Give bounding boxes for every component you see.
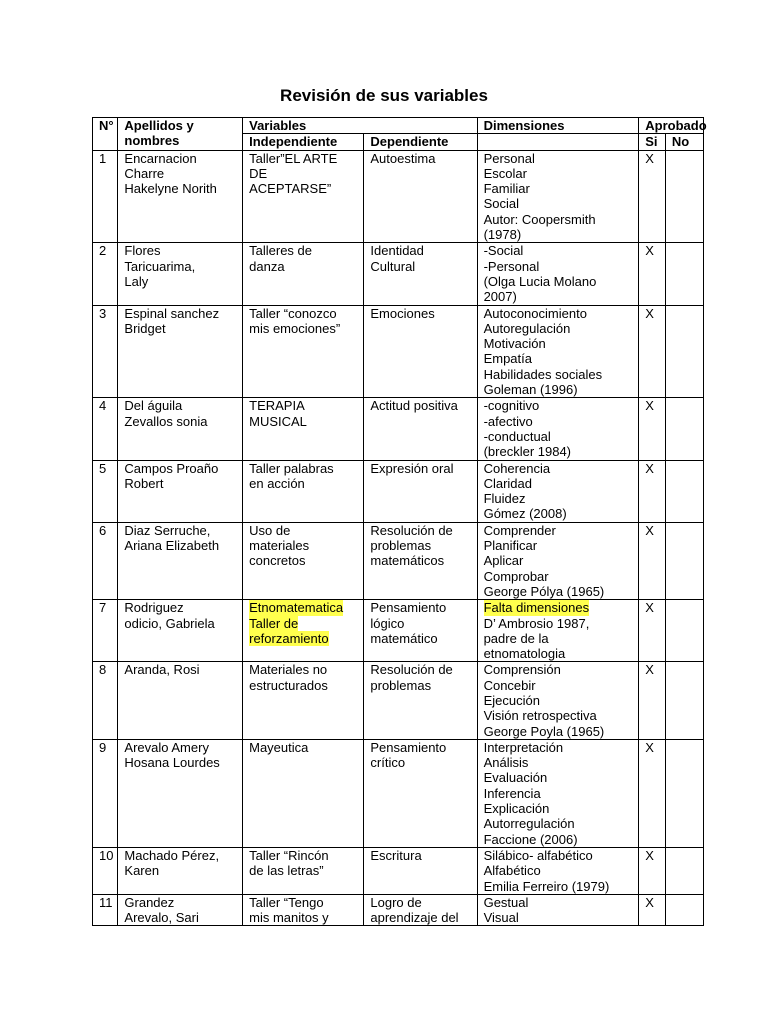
- cell-dimensions-line: Gestual: [483, 894, 529, 910]
- cell-name-line: Machado Pérez,: [124, 847, 220, 863]
- cell-dimensions-line: -cognitivo: [483, 398, 540, 414]
- cell-number: 10: [93, 847, 118, 894]
- table-row: [93, 894, 704, 926]
- document-title: Revisión de sus variables: [280, 86, 488, 105]
- cell-name-line: Arevalo, Sari: [124, 910, 199, 926]
- cell-independent-line: Taller “Tengo: [249, 894, 324, 910]
- table-row: [93, 739, 704, 847]
- cell-independent: [243, 522, 364, 599]
- cell-yes: X: [639, 398, 666, 460]
- cell-independent-line: estructurados: [249, 677, 328, 693]
- cell-dimensions-line: Silábico- alfabético: [483, 847, 593, 863]
- header-number: N°: [93, 118, 118, 151]
- cell-no: [665, 305, 703, 398]
- cell-dimensions-line: Análisis: [483, 755, 529, 771]
- cell-dimensions-line: Comprender: [483, 522, 556, 538]
- table-body: [93, 150, 704, 926]
- cell-dependent: [364, 460, 477, 522]
- cell-name-line: Campos Proaño: [124, 460, 219, 476]
- cell-dimensions-line: Visión retrospectiva: [483, 708, 597, 724]
- cell-dimensions: [477, 243, 639, 305]
- cell-dimensions-line: Autorregulación: [483, 816, 575, 832]
- cell-dimensions-line: (1978): [483, 227, 522, 243]
- cell-number: 9: [93, 739, 118, 847]
- cell-name: [118, 150, 243, 243]
- cell-number: 7: [93, 600, 118, 662]
- cell-independent-line: Taller “conozco: [249, 305, 337, 321]
- cell-name-line: Diaz Serruche,: [124, 522, 211, 538]
- table-row: [93, 398, 704, 460]
- cell-dimensions-line: Ejecución: [483, 692, 540, 708]
- cell-yes: X: [639, 460, 666, 522]
- cell-yes: X: [639, 243, 666, 305]
- cell-name-line: Bridget: [124, 320, 166, 336]
- cell-independent-line: Taller palabras: [249, 460, 334, 476]
- cell-independent-line: concretos: [249, 553, 306, 569]
- cell-dependent: [364, 600, 477, 662]
- header-variables: Variables: [243, 118, 477, 134]
- header-row-1: [93, 118, 704, 134]
- cell-dimensions-line: -Social: [483, 243, 524, 259]
- cell-yes: X: [639, 894, 666, 926]
- cell-dependent-line: problemas: [370, 677, 432, 693]
- cell-independent-line: Taller “Rincón: [249, 847, 329, 863]
- cell-dependent: [364, 662, 477, 739]
- cell-independent: [243, 739, 364, 847]
- cell-dependent-line: Logro de: [370, 894, 422, 910]
- cell-independent-line: materiales: [249, 538, 310, 554]
- cell-name: [118, 894, 243, 926]
- cell-independent-line: Etnomatematica: [249, 600, 344, 616]
- cell-name: [118, 243, 243, 305]
- cell-dependent: [364, 847, 477, 894]
- cell-independent-line: Taller de: [249, 615, 299, 631]
- cell-name: [118, 398, 243, 460]
- cell-dimensions: [477, 522, 639, 599]
- cell-name-line: Aranda, Rosi: [124, 662, 200, 678]
- cell-no: [665, 522, 703, 599]
- cell-independent-line: mis manitos y: [249, 910, 329, 926]
- cell-dimensions: [477, 847, 639, 894]
- cell-number: 3: [93, 305, 118, 398]
- cell-name-line: Del águila: [124, 398, 183, 414]
- cell-dependent: [364, 150, 477, 243]
- cell-dependent-line: problemas: [370, 538, 432, 554]
- cell-dimensions-line: Inferencia: [483, 785, 541, 801]
- cell-yes: X: [639, 305, 666, 398]
- cell-no: [665, 662, 703, 739]
- cell-dimensions-line: Faccione (2006): [483, 831, 578, 847]
- cell-dependent-line: Expresión oral: [370, 460, 454, 476]
- cell-dimensions-line: Coherencia: [483, 460, 551, 476]
- cell-dependent-line: Resolución de: [370, 522, 453, 538]
- cell-independent-line: DE: [249, 165, 268, 181]
- cell-name-line: Espinal sanchez: [124, 305, 220, 321]
- cell-dimensions-line: Concebir: [483, 677, 536, 693]
- table-row: [93, 150, 704, 243]
- cell-dimensions-line: (Olga Lucia Molano: [483, 273, 597, 289]
- cell-dimensions: [477, 662, 639, 739]
- cell-no: [665, 460, 703, 522]
- cell-name: [118, 305, 243, 398]
- header-no: No: [665, 134, 703, 150]
- cell-dimensions-line: Comprobar: [483, 568, 549, 584]
- cell-independent-line: de las letras”: [249, 863, 324, 879]
- cell-independent-line: Mayeutica: [249, 739, 309, 755]
- cell-yes: X: [639, 522, 666, 599]
- cell-no: [665, 894, 703, 926]
- cell-name: [118, 600, 243, 662]
- cell-yes: X: [639, 847, 666, 894]
- cell-dependent-line: Resolución de: [370, 662, 453, 678]
- cell-dependent-line: crítico: [370, 755, 406, 771]
- cell-dimensions-line: Visual: [483, 910, 519, 926]
- cell-yes: X: [639, 739, 666, 847]
- cell-dependent-line: Pensamiento: [370, 739, 447, 755]
- cell-independent-line: en acción: [249, 475, 305, 491]
- cell-dimensions-line: -Personal: [483, 258, 540, 274]
- cell-independent-line: Taller”EL ARTE: [249, 150, 338, 166]
- cell-dimensions: [477, 739, 639, 847]
- table-row: [93, 600, 704, 662]
- header-dependent: Dependiente: [364, 134, 477, 150]
- cell-dimensions-line: Social: [483, 196, 519, 212]
- cell-number: 8: [93, 662, 118, 739]
- cell-dimensions-line: Habilidades sociales: [483, 366, 603, 382]
- header-names-line: Apellidos y: [124, 118, 194, 133]
- cell-independent: [243, 305, 364, 398]
- cell-name-line: Hakelyne Norith: [124, 181, 217, 197]
- variables-table: [92, 117, 707, 926]
- cell-dimensions-line: Fluidez: [483, 491, 526, 507]
- cell-dimensions-line: Claridad: [483, 475, 532, 491]
- cell-dimensions-line: George Pólya (1965): [483, 583, 605, 599]
- cell-dimensions-line: (breckler 1984): [483, 444, 572, 460]
- cell-dimensions-line: George Poyla (1965): [483, 723, 605, 739]
- cell-independent-line: danza: [249, 258, 285, 274]
- cell-independent-line: reforzamiento: [249, 630, 329, 646]
- cell-name-line: Encarnacion: [124, 150, 197, 166]
- cell-dimensions-line: etnomatologia: [483, 646, 566, 662]
- table-row: [93, 847, 704, 894]
- cell-dimensions-line: padre de la: [483, 630, 549, 646]
- header-names: [118, 118, 243, 151]
- cell-dimensions-line: Familiar: [483, 181, 530, 197]
- cell-dimensions-line: Escolar: [483, 165, 527, 181]
- cell-dimensions-line: Falta dimensiones: [483, 600, 590, 616]
- cell-dimensions-line: Comprensión: [483, 662, 561, 678]
- cell-number: 1: [93, 150, 118, 243]
- cell-dimensions: [477, 600, 639, 662]
- cell-dependent: [364, 305, 477, 398]
- cell-dependent: [364, 894, 477, 926]
- cell-independent-line: mis emociones”: [249, 320, 341, 336]
- cell-dimensions: [477, 894, 639, 926]
- cell-independent-line: MUSICAL: [249, 413, 307, 429]
- cell-dependent: [364, 398, 477, 460]
- table-row: [93, 460, 704, 522]
- cell-dependent-line: matemáticos: [370, 553, 445, 569]
- cell-name: [118, 847, 243, 894]
- cell-independent-line: Talleres de: [249, 243, 312, 259]
- table-row: [93, 522, 704, 599]
- header-dimensions: Dimensiones: [477, 118, 639, 134]
- cell-dimensions-line: Evaluación: [483, 770, 548, 786]
- cell-no: [665, 739, 703, 847]
- cell-name-line: Karen: [124, 863, 160, 879]
- cell-dimensions-line: Empatía: [483, 351, 532, 367]
- cell-name-line: Flores: [124, 243, 161, 259]
- cell-independent: [243, 398, 364, 460]
- cell-independent-line: Materiales no: [249, 662, 328, 678]
- cell-no: [665, 398, 703, 460]
- cell-dimensions-line: Alfabético: [483, 863, 541, 879]
- cell-name-line: Charre: [124, 165, 165, 181]
- cell-number: 2: [93, 243, 118, 305]
- cell-dependent: [364, 739, 477, 847]
- cell-name-line: Robert: [124, 475, 164, 491]
- cell-dimensions-line: Interpretación: [483, 739, 564, 755]
- cell-dependent-line: aprendizaje del: [370, 910, 459, 926]
- cell-independent-line: TERAPIA: [249, 398, 305, 414]
- cell-dimensions-line: -conductual: [483, 428, 551, 444]
- cell-dimensions: [477, 460, 639, 522]
- cell-name-line: Grandez: [124, 894, 175, 910]
- cell-dimensions-line: Personal: [483, 150, 535, 166]
- cell-dependent-line: lógico: [370, 615, 405, 631]
- cell-dependent-line: matemático: [370, 630, 438, 646]
- header-names-line: nombres: [124, 133, 180, 149]
- cell-name: [118, 739, 243, 847]
- cell-dimensions-line: Planificar: [483, 538, 538, 554]
- cell-dimensions: [477, 150, 639, 243]
- cell-dependent-line: Pensamiento: [370, 600, 447, 616]
- cell-name: [118, 662, 243, 739]
- cell-number: 11: [93, 894, 118, 926]
- cell-independent: [243, 460, 364, 522]
- cell-no: [665, 150, 703, 243]
- cell-dependent: [364, 522, 477, 599]
- cell-dependent-line: Actitud positiva: [370, 398, 458, 414]
- cell-dimensions-line: Explicación: [483, 801, 550, 817]
- table-row: [93, 305, 704, 398]
- cell-independent: [243, 847, 364, 894]
- cell-name: [118, 522, 243, 599]
- cell-independent: [243, 243, 364, 305]
- cell-dimensions-line: -afectivo: [483, 413, 533, 429]
- cell-no: [665, 243, 703, 305]
- cell-number: 5: [93, 460, 118, 522]
- cell-number: 4: [93, 398, 118, 460]
- cell-no: [665, 847, 703, 894]
- cell-dimensions-line: Autor: Coopersmith: [483, 211, 596, 227]
- cell-dimensions-line: Emilia Ferreiro (1979): [483, 878, 610, 894]
- cell-independent-line: ACEPTARSE”: [249, 181, 332, 197]
- cell-dimensions: [477, 305, 639, 398]
- cell-name-line: Rodriguez: [124, 600, 184, 616]
- cell-name-line: Arevalo Amery: [124, 739, 209, 755]
- cell-name-line: Taricuarima,: [124, 258, 196, 274]
- cell-dependent-line: Autoestima: [370, 150, 436, 166]
- header-approved: Aprobado: [639, 118, 704, 134]
- cell-dependent-line: Cultural: [370, 258, 416, 274]
- cell-independent: [243, 600, 364, 662]
- cell-dimensions-line: Autoregulación: [483, 320, 571, 336]
- cell-independent: [243, 894, 364, 926]
- header-dimensions-blank: [477, 134, 639, 150]
- cell-independent-line: Uso de: [249, 522, 291, 538]
- cell-number: 6: [93, 522, 118, 599]
- cell-name-line: Zevallos sonia: [124, 413, 208, 429]
- cell-dimensions-line: 2007): [483, 289, 517, 305]
- cell-independent: [243, 662, 364, 739]
- cell-dimensions-line: Goleman (1996): [483, 382, 578, 398]
- cell-dimensions-line: Gómez (2008): [483, 506, 567, 522]
- table-row: [93, 243, 704, 305]
- cell-dependent: [364, 243, 477, 305]
- table-row: [93, 662, 704, 739]
- cell-name-line: odicio, Gabriela: [124, 615, 215, 631]
- cell-name-line: Hosana Lourdes: [124, 755, 220, 771]
- cell-dimensions-line: Aplicar: [483, 553, 524, 569]
- cell-independent: [243, 150, 364, 243]
- cell-dimensions-line: Autoconocimiento: [483, 305, 587, 321]
- header-yes: Si: [639, 134, 666, 150]
- cell-dependent-line: Escritura: [370, 847, 422, 863]
- cell-dependent-line: Identidad: [370, 243, 424, 259]
- cell-name: [118, 460, 243, 522]
- cell-no: [665, 600, 703, 662]
- cell-yes: X: [639, 600, 666, 662]
- cell-yes: X: [639, 662, 666, 739]
- header-independent: Independiente: [243, 134, 364, 150]
- cell-name-line: Ariana Elizabeth: [124, 538, 220, 554]
- cell-dimensions: [477, 398, 639, 460]
- cell-dependent-line: Emociones: [370, 305, 435, 321]
- cell-dimensions-line: Motivación: [483, 336, 546, 352]
- cell-dimensions-line: D’ Ambrosio 1987,: [483, 615, 590, 631]
- cell-yes: X: [639, 150, 666, 243]
- cell-name-line: Laly: [124, 273, 149, 289]
